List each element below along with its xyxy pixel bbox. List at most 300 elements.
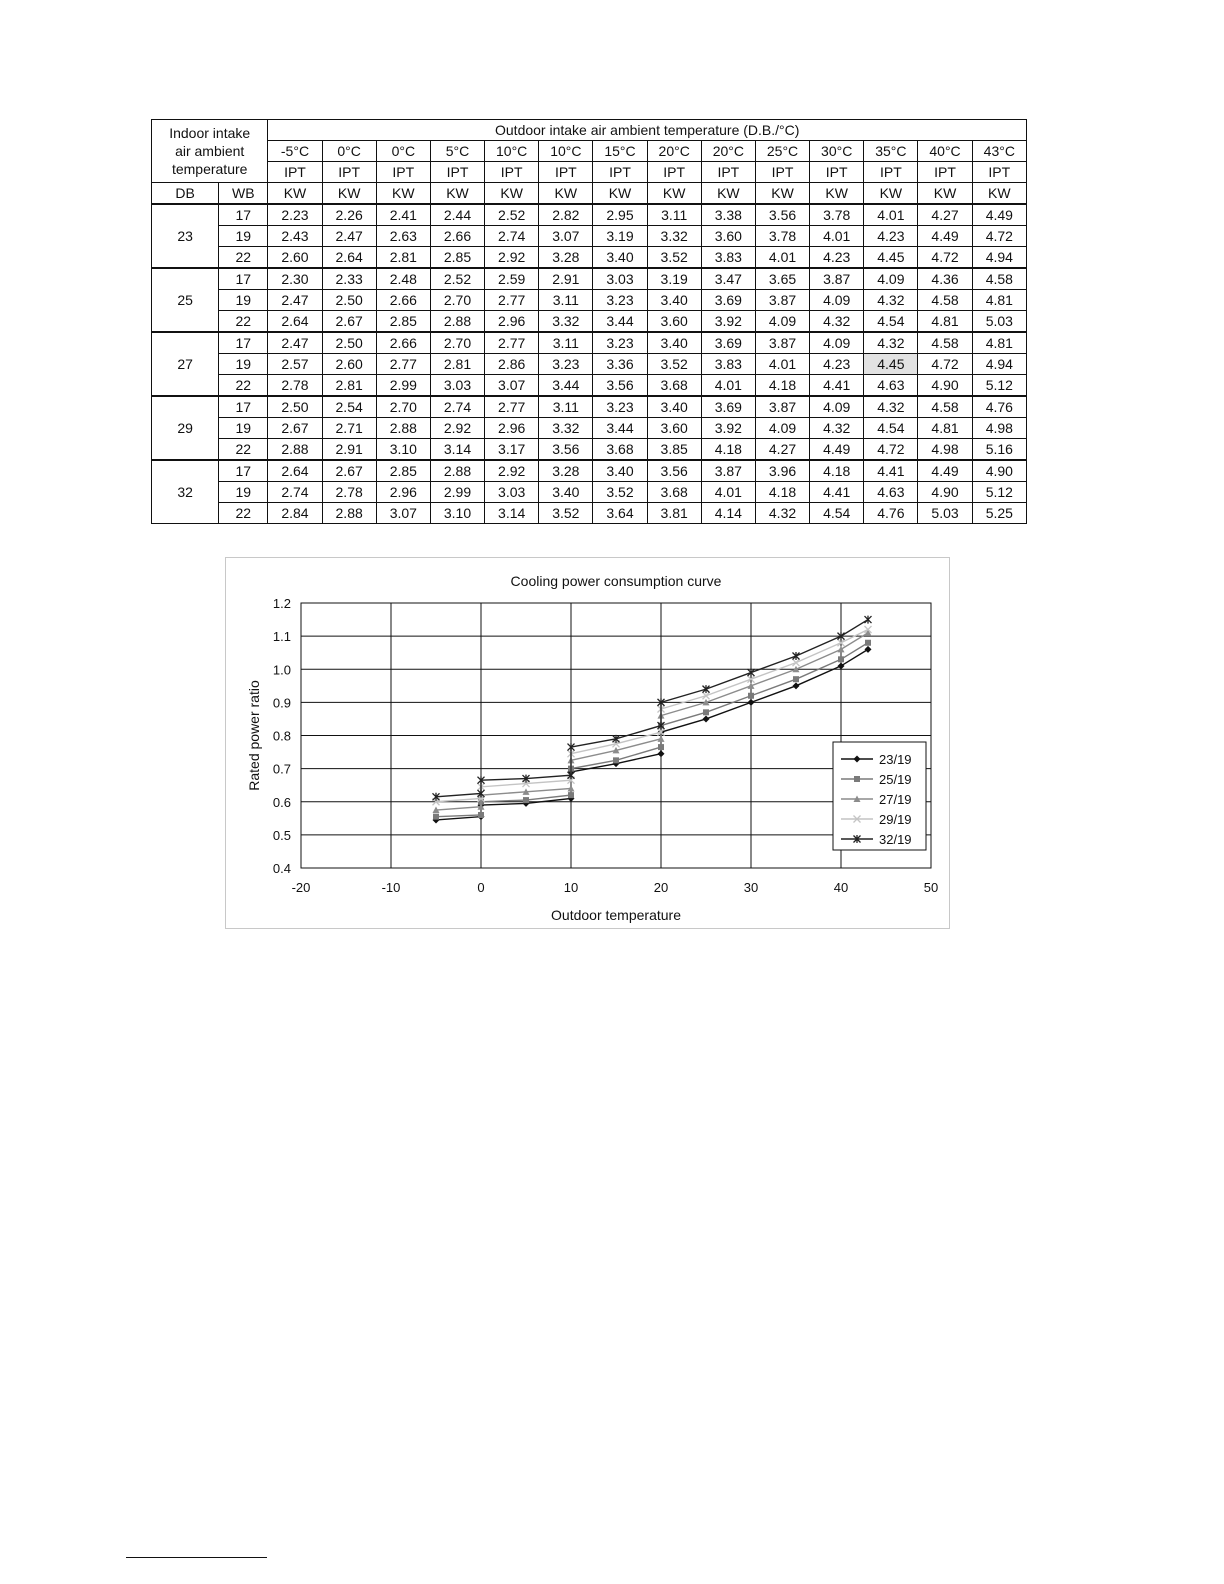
wb-cell: 22 bbox=[219, 439, 268, 461]
value-cell: 2.77 bbox=[376, 354, 430, 375]
value-cell: 4.01 bbox=[755, 354, 809, 375]
wb-header: WB bbox=[219, 183, 268, 205]
data-point bbox=[865, 646, 872, 653]
value-cell: 2.67 bbox=[322, 460, 376, 482]
value-cell: 4.32 bbox=[810, 418, 864, 439]
data-point bbox=[748, 693, 754, 699]
data-point bbox=[838, 646, 845, 653]
value-cell: 3.60 bbox=[647, 418, 701, 439]
indoor-header-line-3: temperature bbox=[171, 161, 248, 177]
value-cell: 2.96 bbox=[485, 418, 539, 439]
outdoor-temp-cell: 25°C bbox=[755, 141, 809, 162]
value-cell: 4.18 bbox=[810, 460, 864, 482]
data-point bbox=[658, 735, 665, 742]
value-cell: 4.81 bbox=[918, 418, 972, 439]
value-cell: 4.98 bbox=[972, 418, 1026, 439]
value-cell: 3.23 bbox=[539, 354, 593, 375]
value-cell: 2.81 bbox=[322, 375, 376, 397]
data-point bbox=[838, 656, 844, 662]
value-cell: 2.50 bbox=[322, 332, 376, 354]
value-cell: 2.50 bbox=[322, 290, 376, 311]
outdoor-temp-cell: 20°C bbox=[701, 141, 755, 162]
value-cell: 2.66 bbox=[376, 290, 430, 311]
value-cell: 3.60 bbox=[701, 226, 755, 247]
table-row bbox=[152, 247, 1027, 269]
value-cell: 3.92 bbox=[701, 311, 755, 333]
value-cell: 3.44 bbox=[593, 418, 647, 439]
legend-label: 27/19 bbox=[879, 792, 912, 807]
outdoor-temp-cell: 15°C bbox=[593, 141, 647, 162]
value-cell: 2.63 bbox=[376, 226, 430, 247]
data-point bbox=[838, 662, 845, 669]
value-cell: 4.09 bbox=[864, 268, 918, 290]
indoor-header-line-1: Indoor intake bbox=[169, 125, 251, 141]
db-cell: 25 bbox=[152, 268, 219, 332]
outdoor-temp-cell: 5°C bbox=[430, 141, 484, 162]
value-cell: 4.09 bbox=[810, 396, 864, 418]
header-row-temps bbox=[152, 120, 1027, 141]
value-cell: 3.14 bbox=[430, 439, 484, 461]
cooling-power-chart bbox=[225, 557, 950, 929]
data-point bbox=[748, 699, 755, 706]
indoor-temp-header bbox=[152, 120, 268, 183]
value-cell: 3.40 bbox=[647, 396, 701, 418]
x-tick-label: -20 bbox=[291, 880, 311, 895]
value-cell: 3.40 bbox=[647, 290, 701, 311]
value-cell: 2.88 bbox=[322, 503, 376, 524]
value-cell: 4.27 bbox=[755, 439, 809, 461]
mode-cell: IPT bbox=[376, 162, 430, 183]
value-cell: 2.48 bbox=[376, 268, 430, 290]
value-cell: 3.11 bbox=[647, 204, 701, 226]
x-tick-label: 10 bbox=[563, 880, 579, 895]
y-tick-label: 0.6 bbox=[272, 794, 291, 810]
value-cell: 2.99 bbox=[376, 375, 430, 397]
value-cell: 3.81 bbox=[647, 503, 701, 524]
outdoor-temp-cell: 0°C bbox=[376, 141, 430, 162]
value-cell: 2.74 bbox=[268, 482, 322, 503]
value-cell: 3.40 bbox=[593, 460, 647, 482]
unit-cell: KW bbox=[647, 183, 701, 205]
table-row bbox=[152, 290, 1027, 311]
db-cell: 29 bbox=[152, 396, 219, 460]
y-axis-label: Rated power ratio bbox=[246, 680, 262, 791]
value-cell: 3.07 bbox=[539, 226, 593, 247]
data-point bbox=[865, 640, 871, 646]
value-cell: 2.86 bbox=[485, 354, 539, 375]
data-point bbox=[793, 659, 800, 666]
value-cell: 2.88 bbox=[430, 311, 484, 333]
legend-label: 23/19 bbox=[879, 752, 912, 767]
value-cell: 4.90 bbox=[918, 375, 972, 397]
outdoor-temp-cell: -5°C bbox=[268, 141, 322, 162]
value-cell: 4.49 bbox=[918, 460, 972, 482]
data-point bbox=[433, 814, 439, 820]
value-cell: 2.67 bbox=[268, 418, 322, 439]
table-row bbox=[152, 482, 1027, 503]
data-point bbox=[523, 797, 529, 803]
value-cell: 3.03 bbox=[430, 375, 484, 397]
value-cell: 3.52 bbox=[647, 247, 701, 269]
value-cell: 4.09 bbox=[810, 290, 864, 311]
table-row bbox=[152, 460, 1027, 482]
value-cell: 2.60 bbox=[322, 354, 376, 375]
value-cell: 4.27 bbox=[918, 204, 972, 226]
value-cell: 3.14 bbox=[485, 503, 539, 524]
value-cell: 4.01 bbox=[701, 482, 755, 503]
value-cell: 2.66 bbox=[430, 226, 484, 247]
x-tick-label: 30 bbox=[743, 880, 759, 895]
value-cell: 3.07 bbox=[485, 375, 539, 397]
unit-cell: KW bbox=[755, 183, 809, 205]
outdoor-temp-header: Outdoor intake air ambient temperature (D.B./°C) bbox=[268, 120, 1027, 141]
value-cell: 2.64 bbox=[268, 460, 322, 482]
value-cell: 2.88 bbox=[430, 460, 484, 482]
outdoor-temp-cell: 20°C bbox=[647, 141, 701, 162]
value-cell: 3.23 bbox=[593, 290, 647, 311]
value-cell: 4.32 bbox=[864, 332, 918, 354]
wb-cell: 19 bbox=[219, 354, 268, 375]
header-row-units bbox=[152, 183, 1027, 205]
value-cell: 4.98 bbox=[918, 439, 972, 461]
data-point bbox=[748, 669, 755, 677]
value-cell: 3.47 bbox=[701, 268, 755, 290]
mode-cell: IPT bbox=[755, 162, 809, 183]
mode-cell: IPT bbox=[810, 162, 864, 183]
value-cell: 2.70 bbox=[430, 332, 484, 354]
value-cell: 3.17 bbox=[485, 439, 539, 461]
mode-cell: IPT bbox=[701, 162, 755, 183]
cooling-capacity-table bbox=[151, 119, 1027, 524]
value-cell: 4.81 bbox=[972, 290, 1026, 311]
value-cell: 2.91 bbox=[322, 439, 376, 461]
value-cell: 4.45 bbox=[864, 247, 918, 269]
value-cell: 3.28 bbox=[539, 460, 593, 482]
wb-cell: 19 bbox=[219, 418, 268, 439]
mode-cell: IPT bbox=[593, 162, 647, 183]
value-cell: 4.58 bbox=[918, 290, 972, 311]
value-cell: 4.23 bbox=[864, 226, 918, 247]
value-cell: 4.58 bbox=[918, 332, 972, 354]
db-cell: 32 bbox=[152, 460, 219, 524]
value-cell: 4.45 bbox=[864, 354, 918, 375]
value-cell: 4.90 bbox=[972, 460, 1026, 482]
value-cell: 2.70 bbox=[430, 290, 484, 311]
y-tick-label: 1.1 bbox=[272, 629, 291, 645]
value-cell: 3.32 bbox=[539, 311, 593, 333]
value-cell: 3.23 bbox=[593, 332, 647, 354]
value-cell: 2.95 bbox=[593, 204, 647, 226]
value-cell: 2.54 bbox=[322, 396, 376, 418]
x-axis-label: Outdoor temperature bbox=[551, 907, 681, 923]
x-tick-label: -10 bbox=[381, 880, 401, 895]
mode-cell: IPT bbox=[485, 162, 539, 183]
value-cell: 3.40 bbox=[539, 482, 593, 503]
value-cell: 3.56 bbox=[593, 375, 647, 397]
value-cell: 3.19 bbox=[593, 226, 647, 247]
value-cell: 5.16 bbox=[972, 439, 1026, 461]
value-cell: 4.32 bbox=[810, 311, 864, 333]
value-cell: 3.68 bbox=[647, 482, 701, 503]
value-cell: 3.44 bbox=[539, 375, 593, 397]
data-point bbox=[568, 792, 574, 798]
value-cell: 4.01 bbox=[864, 204, 918, 226]
value-cell: 2.64 bbox=[268, 311, 322, 333]
value-cell: 2.99 bbox=[430, 482, 484, 503]
value-cell: 3.96 bbox=[755, 460, 809, 482]
value-cell: 3.11 bbox=[539, 396, 593, 418]
value-cell: 2.52 bbox=[430, 268, 484, 290]
value-cell: 4.81 bbox=[918, 311, 972, 333]
value-cell: 4.72 bbox=[918, 354, 972, 375]
value-cell: 4.18 bbox=[755, 375, 809, 397]
value-cell: 3.11 bbox=[539, 332, 593, 354]
outdoor-temp-cell: 0°C bbox=[322, 141, 376, 162]
value-cell: 2.88 bbox=[268, 439, 322, 461]
mode-cell: IPT bbox=[322, 162, 376, 183]
value-cell: 2.30 bbox=[268, 268, 322, 290]
value-cell: 4.90 bbox=[918, 482, 972, 503]
y-tick-label: 0.8 bbox=[272, 728, 291, 744]
outdoor-temp-cell: 10°C bbox=[485, 141, 539, 162]
value-cell: 3.87 bbox=[755, 396, 809, 418]
value-cell: 3.28 bbox=[539, 247, 593, 269]
value-cell: 2.67 bbox=[322, 311, 376, 333]
value-cell: 3.69 bbox=[701, 396, 755, 418]
outdoor-temp-cell: 10°C bbox=[539, 141, 593, 162]
value-cell: 2.84 bbox=[268, 503, 322, 524]
wb-cell: 22 bbox=[219, 311, 268, 333]
value-cell: 4.72 bbox=[918, 247, 972, 269]
series-line-32-19 bbox=[436, 620, 868, 797]
value-cell: 2.77 bbox=[485, 332, 539, 354]
unit-cell: KW bbox=[972, 183, 1026, 205]
unit-cell: KW bbox=[701, 183, 755, 205]
value-cell: 3.64 bbox=[593, 503, 647, 524]
indoor-header-line-2: air ambient bbox=[175, 143, 245, 159]
wb-cell: 19 bbox=[219, 290, 268, 311]
table-row bbox=[152, 268, 1027, 290]
value-cell: 5.03 bbox=[918, 503, 972, 524]
x-tick-label: 40 bbox=[833, 880, 849, 895]
y-tick-label: 0.9 bbox=[272, 695, 291, 711]
value-cell: 3.36 bbox=[593, 354, 647, 375]
value-cell: 2.59 bbox=[485, 268, 539, 290]
value-cell: 3.32 bbox=[647, 226, 701, 247]
value-cell: 2.23 bbox=[268, 204, 322, 226]
unit-cell: KW bbox=[376, 183, 430, 205]
value-cell: 5.12 bbox=[972, 375, 1026, 397]
x-tick-label: 0 bbox=[477, 880, 485, 895]
value-cell: 3.44 bbox=[593, 311, 647, 333]
value-cell: 4.81 bbox=[972, 332, 1026, 354]
chart-title: Cooling power consumption curve bbox=[510, 573, 722, 589]
table-row bbox=[152, 204, 1027, 226]
legend-label: 29/19 bbox=[879, 812, 912, 827]
value-cell: 2.78 bbox=[268, 375, 322, 397]
value-cell: 3.56 bbox=[755, 204, 809, 226]
value-cell: 2.92 bbox=[485, 247, 539, 269]
chart-svg bbox=[226, 558, 949, 928]
unit-cell: KW bbox=[593, 183, 647, 205]
value-cell: 4.32 bbox=[755, 503, 809, 524]
value-cell: 2.82 bbox=[539, 204, 593, 226]
value-cell: 4.41 bbox=[810, 482, 864, 503]
value-cell: 3.38 bbox=[701, 204, 755, 226]
data-point bbox=[865, 616, 872, 624]
value-cell: 4.09 bbox=[755, 418, 809, 439]
unit-cell: KW bbox=[810, 183, 864, 205]
y-tick-label: 0.7 bbox=[272, 761, 291, 777]
data-point bbox=[793, 652, 800, 660]
outdoor-temp-cell: 43°C bbox=[972, 141, 1026, 162]
wb-cell: 22 bbox=[219, 247, 268, 269]
value-cell: 3.78 bbox=[755, 226, 809, 247]
value-cell: 5.03 bbox=[972, 311, 1026, 333]
footnote-rule bbox=[126, 1557, 267, 1558]
value-cell: 4.14 bbox=[701, 503, 755, 524]
value-cell: 3.87 bbox=[701, 460, 755, 482]
table-row bbox=[152, 311, 1027, 333]
value-cell: 4.32 bbox=[864, 290, 918, 311]
mode-cell: IPT bbox=[864, 162, 918, 183]
unit-cell: KW bbox=[485, 183, 539, 205]
value-cell: 3.10 bbox=[430, 503, 484, 524]
series-line-29-19 bbox=[436, 630, 868, 802]
mode-cell: IPT bbox=[430, 162, 484, 183]
data-point bbox=[793, 682, 800, 689]
x-tick-label: 50 bbox=[923, 880, 939, 895]
value-cell: 3.07 bbox=[376, 503, 430, 524]
value-cell: 3.03 bbox=[593, 268, 647, 290]
mode-cell: IPT bbox=[972, 162, 1026, 183]
data-point bbox=[703, 709, 709, 715]
value-cell: 2.85 bbox=[376, 311, 430, 333]
table-row bbox=[152, 503, 1027, 524]
value-cell: 3.03 bbox=[485, 482, 539, 503]
unit-cell: KW bbox=[864, 183, 918, 205]
mode-cell: IPT bbox=[918, 162, 972, 183]
value-cell: 2.43 bbox=[268, 226, 322, 247]
value-cell: 3.78 bbox=[810, 204, 864, 226]
value-cell: 2.91 bbox=[539, 268, 593, 290]
table-row bbox=[152, 396, 1027, 418]
data-point bbox=[793, 676, 799, 682]
value-cell: 4.58 bbox=[972, 268, 1026, 290]
value-cell: 3.69 bbox=[701, 290, 755, 311]
table-row bbox=[152, 439, 1027, 461]
value-cell: 4.76 bbox=[972, 396, 1026, 418]
value-cell: 4.09 bbox=[755, 311, 809, 333]
wb-cell: 22 bbox=[219, 375, 268, 397]
value-cell: 4.18 bbox=[701, 439, 755, 461]
value-cell: 4.49 bbox=[918, 226, 972, 247]
value-cell: 4.41 bbox=[810, 375, 864, 397]
db-header: DB bbox=[152, 183, 219, 205]
wb-cell: 17 bbox=[219, 268, 268, 290]
value-cell: 4.54 bbox=[810, 503, 864, 524]
value-cell: 2.57 bbox=[268, 354, 322, 375]
value-cell: 3.83 bbox=[701, 247, 755, 269]
value-cell: 2.74 bbox=[430, 396, 484, 418]
unit-cell: KW bbox=[430, 183, 484, 205]
data-point bbox=[658, 744, 664, 750]
value-cell: 2.78 bbox=[322, 482, 376, 503]
value-cell: 3.52 bbox=[539, 503, 593, 524]
legend-label: 25/19 bbox=[879, 772, 912, 787]
value-cell: 2.77 bbox=[485, 396, 539, 418]
unit-cell: KW bbox=[539, 183, 593, 205]
value-cell: 2.96 bbox=[376, 482, 430, 503]
value-cell: 2.52 bbox=[485, 204, 539, 226]
value-cell: 4.41 bbox=[864, 460, 918, 482]
value-cell: 2.33 bbox=[322, 268, 376, 290]
value-cell: 3.52 bbox=[647, 354, 701, 375]
value-cell: 2.85 bbox=[376, 460, 430, 482]
value-cell: 2.88 bbox=[376, 418, 430, 439]
value-cell: 3.85 bbox=[647, 439, 701, 461]
table-row bbox=[152, 354, 1027, 375]
value-cell: 5.25 bbox=[972, 503, 1026, 524]
value-cell: 5.12 bbox=[972, 482, 1026, 503]
value-cell: 2.66 bbox=[376, 332, 430, 354]
value-cell: 2.47 bbox=[322, 226, 376, 247]
value-cell: 2.41 bbox=[376, 204, 430, 226]
value-cell: 4.23 bbox=[810, 247, 864, 269]
value-cell: 2.47 bbox=[268, 290, 322, 311]
value-cell: 2.71 bbox=[322, 418, 376, 439]
value-cell: 4.01 bbox=[810, 226, 864, 247]
value-cell: 4.94 bbox=[972, 354, 1026, 375]
value-cell: 2.60 bbox=[268, 247, 322, 269]
wb-cell: 17 bbox=[219, 204, 268, 226]
value-cell: 3.69 bbox=[701, 332, 755, 354]
y-tick-label: 1.0 bbox=[272, 662, 291, 678]
value-cell: 3.40 bbox=[593, 247, 647, 269]
table-row bbox=[152, 375, 1027, 397]
value-cell: 2.74 bbox=[485, 226, 539, 247]
value-cell: 3.52 bbox=[593, 482, 647, 503]
value-cell: 4.63 bbox=[864, 375, 918, 397]
y-tick-label: 0.4 bbox=[272, 861, 291, 876]
value-cell: 4.76 bbox=[864, 503, 918, 524]
db-cell: 23 bbox=[152, 204, 219, 268]
mode-cell: IPT bbox=[539, 162, 593, 183]
data-point bbox=[478, 812, 484, 818]
value-cell: 3.19 bbox=[647, 268, 701, 290]
value-cell: 3.40 bbox=[647, 332, 701, 354]
value-cell: 2.77 bbox=[485, 290, 539, 311]
value-cell: 4.94 bbox=[972, 247, 1026, 269]
wb-cell: 17 bbox=[219, 460, 268, 482]
value-cell: 3.83 bbox=[701, 354, 755, 375]
value-cell: 2.96 bbox=[485, 311, 539, 333]
value-cell: 2.70 bbox=[376, 396, 430, 418]
table-body bbox=[152, 120, 1027, 524]
unit-cell: KW bbox=[322, 183, 376, 205]
value-cell: 2.92 bbox=[485, 460, 539, 482]
legend-label: 32/19 bbox=[879, 832, 912, 847]
value-cell: 4.01 bbox=[755, 247, 809, 269]
value-cell: 3.68 bbox=[593, 439, 647, 461]
value-cell: 4.58 bbox=[918, 396, 972, 418]
value-cell: 4.09 bbox=[810, 332, 864, 354]
value-cell: 4.54 bbox=[864, 418, 918, 439]
header-row-temps bbox=[152, 141, 1027, 162]
value-cell: 3.32 bbox=[539, 418, 593, 439]
value-cell: 4.18 bbox=[755, 482, 809, 503]
value-cell: 3.23 bbox=[593, 396, 647, 418]
